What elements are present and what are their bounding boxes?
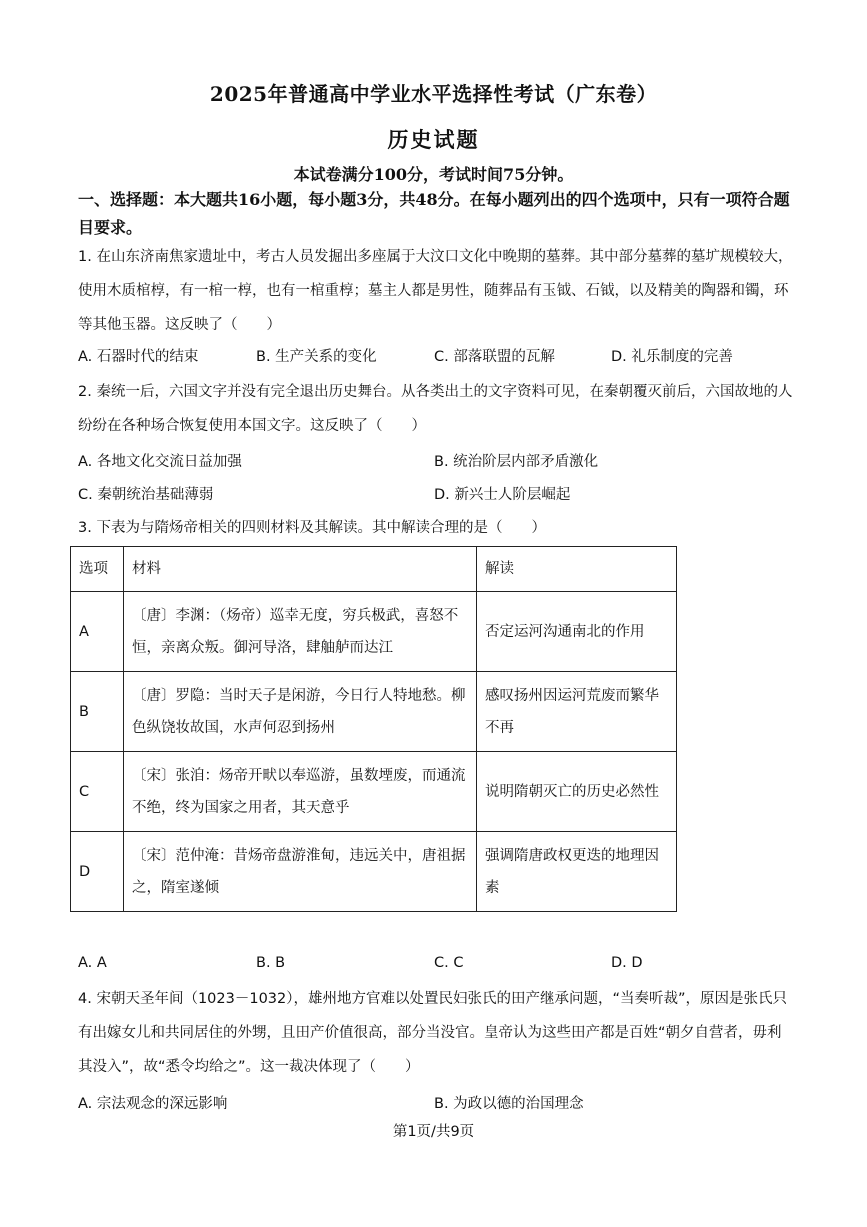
table-row [71,832,677,912]
q1-option-c[interactable]: C. 部落联盟的瓦解 [434,349,555,365]
q2-option-c[interactable]: C. 秦朝统治基础薄弱 [78,487,214,503]
question-3-table [70,546,677,912]
q4-option-a[interactable]: A. 宗法观念的深远影响 [78,1096,228,1112]
table-cell-material: 〔唐〕罗隐：当时天子是闲游，今日行人特地愁。柳色纵饶妆故国，水声何忍到扬州 [124,672,477,752]
table-header-option: 选项 [71,547,124,592]
q1-option-b[interactable]: B. 生产关系的变化 [256,349,377,365]
q3-option-b[interactable]: B. B [256,955,286,971]
table-cell-option: B [71,672,124,752]
q1-option-d[interactable]: D. 礼乐制度的完善 [611,349,733,365]
table-header-row [71,547,677,592]
q3-option-a[interactable]: A. A [78,955,107,971]
q2-option-b[interactable]: B. 统治阶层内部矛盾激化 [434,454,599,470]
question-2-options-row1 [78,450,793,476]
table-header-interpretation: 解读 [477,547,677,592]
question-4-stem: 4. 宋朝天圣年间（1023－1032），雄州地方官难以处置民妇张氏的田产继承问题，“当奏听裁”，原因是张氏只有出嫁女儿和共同居住的外甥，且田产价值很高，部分当没官。皇帝认为这些田产都是百姓“朝夕自营者，毋利其没入”，故“悉令均给之”。这一裁决体现了（ ） [78,991,788,1075]
table-cell-interpretation: 感叹扬州因运河荒废而繁华不再 [477,672,677,752]
q4-option-b[interactable]: B. 为政以德的治国理念 [434,1096,584,1112]
table-row [71,752,677,832]
question-3-stem: 3. 下表为与隋炀帝相关的四则材料及其解读。其中解读合理的是（ ） [78,520,546,536]
table-row [71,672,677,752]
page-number: 第1页/共9页 [392,1124,475,1140]
exam-title: 2025年普通高中学业水平选择性考试（广东卷） [209,82,658,106]
question-4-options [78,1092,793,1118]
q3-option-c[interactable]: C. C [434,955,464,971]
q2-option-d[interactable]: D. 新兴士人阶层崛起 [434,487,571,503]
table-header-material: 材料 [124,547,477,592]
table-cell-option: D [71,832,124,912]
table-cell-material: 〔宋〕范仲淹：昔炀帝盘游淮甸，违远关中，唐祖据之，隋室遂倾 [124,832,477,912]
table-row [71,592,677,672]
exam-info: 本试卷满分100分，考试时间75分钟。 [293,165,574,184]
table-cell-material: 〔唐〕李渊：（炀帝）巡幸无度，穷兵极武，喜怒不恒，亲离众叛。御河导洛，肆舳舻而达江 [124,592,477,672]
section-heading: 一、选择题：本大题共16小题，每小题3分，共48分。在每小题列出的四个选项中，只有一项符合题目要求。 [78,190,790,237]
question-1-stem: 1. 在山东济南焦家遗址中，考古人员发掘出多座属于大汶口文化中晚期的墓葬。其中部分墓葬的墓圹规模较大，使用木质棺椁，有一棺一椁，也有一棺重椁；墓主人都是男性，随葬品有玉钺、石钺，以及精美的陶器和镯，环等其他玉器。这反映了（ ） [78,249,793,333]
question-2-options-row2 [78,483,793,509]
table-cell-interpretation: 强调隋唐政权更迭的地理因素 [477,832,677,912]
question-3-options [78,955,793,981]
q1-option-a[interactable]: A. 石器时代的结束 [78,349,199,365]
exam-subtitle: 历史试题 [387,127,480,152]
table-cell-interpretation: 否定运河沟通南北的作用 [477,592,677,672]
question-2-stem: 2. 秦统一后，六国文字并没有完全退出历史舞台。从各类出土的文字资料可见，在秦朝覆灭前后，六国故地的人纷纷在各种场合恢复使用本国文字。这反映了（ ） [78,384,793,434]
q3-option-d[interactable]: D. D [611,955,643,971]
table-cell-material: 〔宋〕张洎：炀帝开畎以奉巡游，虽数堙废，而通流不绝，终为国家之用者，其天意乎 [124,752,477,832]
table-cell-option: A [71,592,124,672]
table-cell-interpretation: 说明隋朝灭亡的历史必然性 [477,752,677,832]
q2-option-a[interactable]: A. 各地文化交流日益加强 [78,454,242,470]
question-1-options [78,345,793,371]
table-cell-option: C [71,752,124,832]
